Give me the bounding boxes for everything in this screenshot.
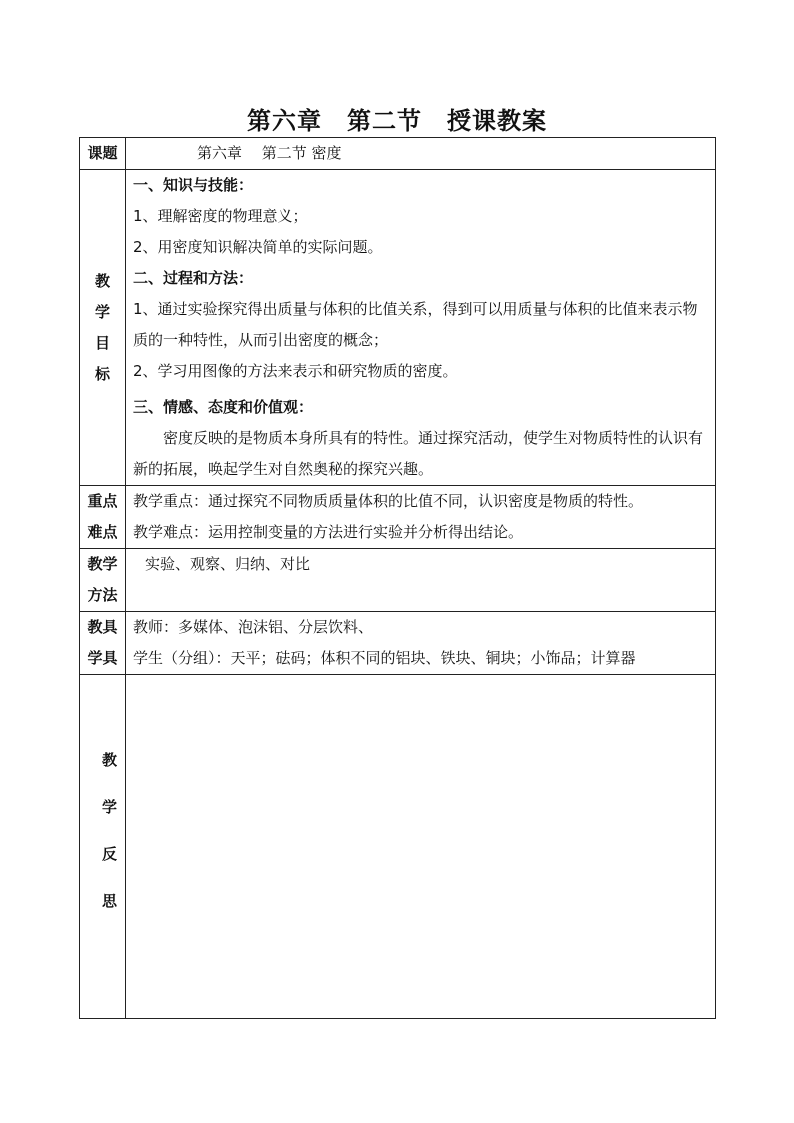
reflection-label-char: 思 [102,892,118,910]
attitude-heading: 三、情感、态度和价值观： [133,398,314,416]
objectives-label-char: 学 [94,302,110,321]
teacher-equipment: 教师：多媒体、泡沫铝、分层饮料、 [133,618,374,636]
page-title: 第六章 第二节 授课教案 [247,106,547,135]
process-item: 2、学习用图像的方法来表示和研究物质的密度。 [133,362,458,380]
reflection-content-cell[interactable] [126,675,716,1019]
objectives-label-cell [80,170,126,486]
methods-label: 教学 [87,555,118,573]
difficulty-text: 教学难点：运用控制变量的方法进行实验并分析得出结论。 [133,523,524,541]
lesson-plan-table [79,137,716,1019]
methods-text: 实验、观察、归纳、对比 [145,555,311,573]
key-point-text: 教学重点：通过探究不同物质质量体积的比值不同，认识密度是物质的特性。 [133,492,644,510]
reflection-label-char: 学 [102,798,118,816]
topic-label: 课题 [87,144,118,162]
methods-content-cell [126,549,716,612]
equipment-row [80,612,716,675]
equipment-label: 教具 [87,618,118,636]
equipment-content-cell [126,612,716,675]
key-points-content-cell [126,486,716,549]
topic-value: 第六章 第二节 密度 [197,144,342,162]
reflection-label [80,675,125,925]
key-points-label-cell [80,486,126,549]
attitude-text: 密度反映的是物质本身所具有的特性。通过探究活动，使学生对物质特性的认识有新的拓展，唤起学生对自然奥秘的探究兴趣。 [133,429,704,478]
topic-row [80,138,716,170]
knowledge-item: 2、用密度知识解决简单的实际问题。 [133,238,383,256]
methods-row [80,549,716,612]
process-heading: 二、过程和方法： [133,269,254,287]
key-points-row [80,486,716,549]
reflection-row [80,675,716,1019]
key-points-label: 重点 [87,492,118,510]
objectives-label-char: 标 [94,364,110,383]
topic-value-cell [126,138,716,170]
methods-label-cell [80,549,126,612]
reflection-label-char: 教 [102,751,118,769]
objectives-content-cell [126,170,716,486]
equipment-label-cell [80,612,126,675]
difficulty-label: 难点 [87,523,118,541]
objectives-label-char: 教 [94,271,110,290]
topic-label-cell [80,138,126,170]
student-equipment: 学生（分组）：天平；砝码；体积不同的铝块、铁块、铜块；小饰品；计算器 [133,649,636,667]
reflection-label-cell [80,675,126,1019]
process-item: 1、通过实验探究得出质量与体积的比值关系，得到可以用质量与体积的比值来表示物质的一种特性，从而引出密度的概念； [133,300,698,349]
knowledge-item: 1、理解密度的物理意义； [133,207,308,225]
reflection-label-char: 反 [102,845,118,863]
equipment-label: 学具 [87,649,118,667]
objectives-row [80,170,716,486]
methods-label: 方法 [87,586,118,604]
knowledge-heading: 一、知识与技能： [133,176,254,194]
objectives-label-char: 目 [94,333,110,352]
